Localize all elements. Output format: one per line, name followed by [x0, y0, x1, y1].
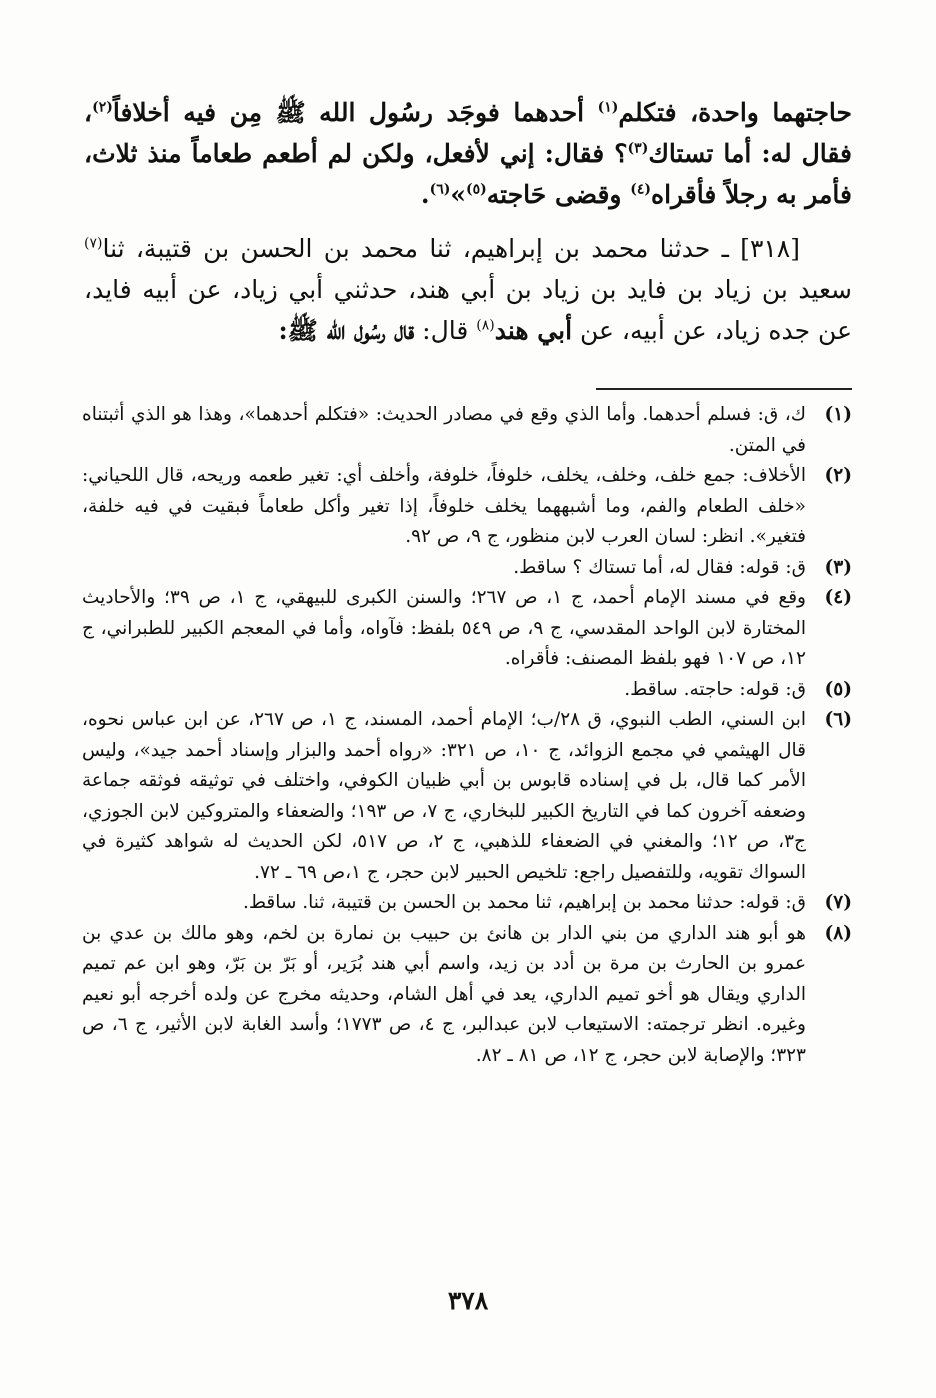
text-run: ، فقال له: أما تستاك [84, 98, 852, 168]
footnote-number: (٨) [824, 922, 852, 944]
footnote-6 [82, 705, 852, 888]
footnote-ref-4[interactable]: (٤) [630, 181, 651, 198]
footnote-text: هو أبو هند الداري من بني الدار بن هانئ بن حبيب بن نمارة بن لخم، وهو مالك بن عدي بن عمرو بن الحارث بن مرة بن أدد بن زيد، واسم أبي هند بُرَير، أو بَرّ بن بَرّ، وهو ابن عم تميم الداري ويقال هو أخو تميم الداري، يعد في أهل الشام، وحديثه مخرج عن ولده أخرجه أبو نعيم وغيره. انظر ترجمته: الاستيعاب لابن عبدالبر، ج ٤، ص ١٧٧٣؛ وأسد الغابة لابن الأثير، ج ٦، ص ٣٢٣؛ والإصابة لابن حجر، ج ١٢، ص ٨١ ـ ٨٢. [82, 922, 806, 1066]
text-run: حاجتهما واحدة، فتكلم [618, 98, 852, 127]
text-run: ؟ فقال: إني لأفعل، ولكن لم أطعم طعاماً منذ ثلاث، فأمر به رجلاً فأقراه [84, 139, 852, 209]
footnote-1 [82, 400, 852, 461]
text-run: » [450, 180, 466, 209]
footnote-separator [596, 388, 852, 390]
text-run: قال: [414, 316, 477, 345]
footnote-ref-2[interactable]: (٢) [92, 99, 113, 116]
main-text [84, 92, 852, 351]
footnote-number: (٥) [824, 678, 852, 700]
footnote-ref-1[interactable]: (١) [597, 99, 619, 116]
footnote-text: الأخلاف: جمع خلف، وخلف، يخلف، خلوفاً، خلوفة، وأخلف أي: تغير طعمه وريحه، قال اللحياني: «خلف الطعام والفم، وما أشبههما يخلف خلوفاً، إذا تغير وأكل طعاماً فبقيت في فيه خلفة، فتغير». انظر: لسان العرب لابن منظور، ج ٩، ص ٩٢. [82, 465, 806, 547]
footnote-ref-5[interactable]: (٥) [465, 181, 487, 198]
footnote-text: ق: قوله: فقال له، أما تستاك ؟ ساقط. [513, 556, 806, 578]
footnote-ref-6[interactable]: (٦) [429, 181, 451, 198]
footnote-text: ق: قوله: حاجته. ساقط. [624, 678, 806, 700]
footnote-7 [82, 888, 852, 919]
footnote-8 [82, 919, 852, 1072]
text-run: سعيد بن زياد بن فايد بن زياد بن أبي هند، حدثني أبي زياد، عن أبيه فايد، عن جده زياد، عن أبيه، عن [84, 275, 852, 345]
footnote-5 [82, 675, 852, 706]
footnote-ref-3[interactable]: (٣) [627, 140, 649, 157]
footnote-number: (٣) [824, 556, 852, 578]
paragraph-hadith-end [84, 92, 852, 215]
footnote-text: ق: قوله: حدثنا محمد بن إبراهيم، ثنا محمد بن الحسن بن قتيبة، ثنا. ساقط. [242, 892, 806, 913]
page-number: ٣٧٨ [447, 1286, 489, 1315]
footnote-text: ك، ق: فسلم أحدهما. وأما الذي وقع في مصادر الحديث: «فتكلم أحدهما»، وهذا هو الذي أثبتناه في المتن. [82, 404, 806, 456]
text-run: [٣١٨] ـ حدثنا محمد بن إبراهيم، ثنا محمد بن الحسن بن قتيبة، ثنا [102, 234, 800, 263]
footnote-ref-7[interactable]: (٧) [84, 235, 103, 252]
footnote-number: (٤) [824, 587, 852, 608]
footnote-3 [82, 553, 852, 584]
footnote-number: (٢) [824, 465, 852, 486]
footnote-number: (٧) [824, 892, 852, 913]
text-run: أحدهما فوجَد رسُول الله ﷺ مِن فيه أخلافاً [112, 98, 598, 127]
footnote-4 [82, 583, 852, 675]
footnote-text: ابن السني، الطب النبوي، ق ٢٨/ب؛ الإمام أحمد، المسند، ج ١، ص ٢٦٧، عن ابن عباس نحوه، قال الهيثمي في مجمع الزوائد، ج ١٠، ص ٣٢١: «رواه أحمد والبزار وإسناد أحمد جيد»، وليس الأمر كما قال، بل في إسناده قابوس بن أبي ظبيان الكوفي، واختلف في توثيقه فوثقه جماعة وضعفه آخرون كما في التاريخ الكبير للبخاري، ج ٧، ص ١٩٣؛ والضعفاء والمتروكين لابن الجوزي، ج٣، ص ١٢؛ والمغني في الضعفاء للذهبي، ج ٢، ص ٥١٧، لكن الحديث له شواهد كثيرة في السواك تقويه، وللتفصيل راجع: تلخيص الحبير لابن حجر، ج ١،ص ٦٩ ـ ٧٢. [82, 709, 806, 883]
footnote-ref-8[interactable]: (٨) [476, 317, 495, 334]
paragraph-hadith-318 [84, 228, 852, 351]
footnotes [82, 400, 852, 1071]
prophet-saying-intro: قال رسُول الله ﷺ: [278, 316, 415, 345]
footnote-number: (١) [824, 404, 852, 425]
narrator-name: أبي هند [494, 316, 573, 345]
footnote-number: (٦) [824, 709, 852, 730]
footnote-text: وقع في مسند الإمام أحمد، ج ١، ص ٢٦٧؛ والسنن الكبرى للبيهقي، ج ١، ص ٣٩؛ والأحاديث المختارة لابن الواحد المقدسي، ج ٩، ص ٥٤٩ بلفظ: فآواه، وأما في المعجم الكبير للطبراني، ج ١٢، ص ١٠٧ فهو بلفظ المصنف: فأقراه. [82, 587, 807, 669]
text-run: وقضى حَاجته [486, 180, 631, 209]
footnote-2 [82, 461, 852, 553]
text-run: . [420, 180, 430, 209]
